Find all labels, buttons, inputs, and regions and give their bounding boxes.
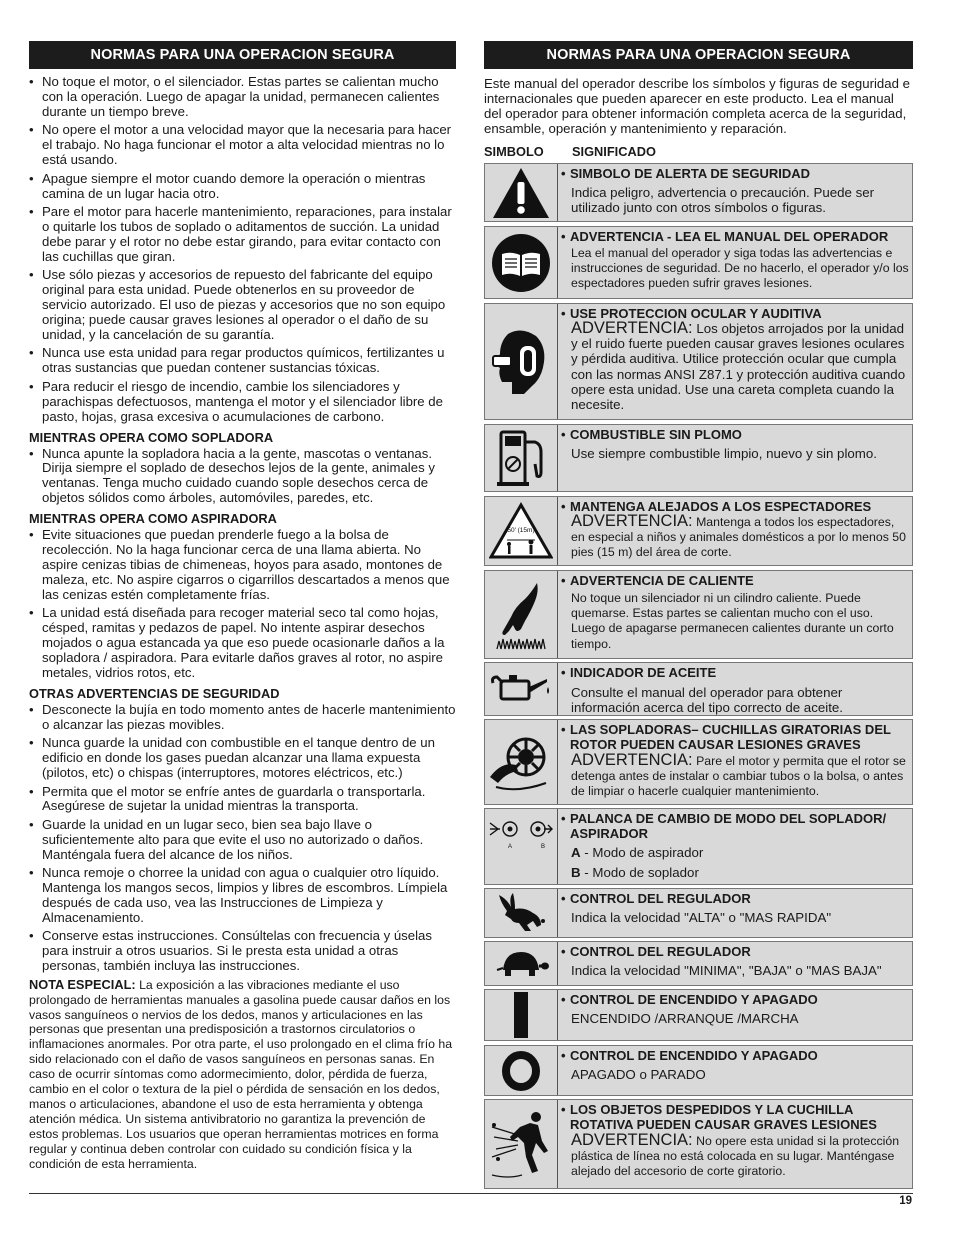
symbol-title: • USE PROTECCION OCULAR Y AUDITIVA: [560, 306, 910, 321]
symbol-row: [484, 888, 913, 938]
symbol-desc: Pare el motor y permita que el rotor se detenga antes de instalar o cambiar tubos o la bolsa, o antes de limpiar o hacerle cualquier mantenimiento.: [571, 754, 906, 799]
symbol-row: [484, 496, 913, 566]
symbol-desc: Los objetos arrojados por la unidad y el ruido fuerte pueden causar graves lesiones oculares y pérdida auditiva. Utilice protección ocular que cumpla con las normas ANSI Z87.1 y protección auditiva cuando opere esta unidad. Use una careta completa cuando la necesite.: [571, 321, 906, 413]
symbol-row: [484, 424, 913, 492]
symbol-row: [484, 163, 913, 222]
symbol-title: • CONTROL DEL REGULADOR: [560, 891, 910, 906]
symbol-desc: Use siempre combustible limpio, nuevo y sin plomo.: [571, 446, 877, 461]
turtle-slow-icon: [485, 942, 558, 985]
advertencia-label: ADVERTENCIA:: [571, 319, 693, 337]
mode-a-text: - Modo de aspirador: [580, 845, 704, 860]
left-header: NORMAS PARA UNA OPERACION SEGURA: [29, 41, 456, 69]
symbol-row: [484, 226, 913, 299]
subheading-other-warnings: OTRAS ADVERTENCIAS DE SEGURIDAD: [29, 685, 280, 701]
special-note-text: La exposición a las vibraciones mediante el uso prolongado de herramientas manuales a gasolina puede causar daños en los vasos sanguíneos o nervios de los dedos, manos y articulaciones en las personas que presentan una predisposición a trastornos circulatorios o inflamaciones anormales. Por otra parte, el uso prolongado en el clima frío ha sido relacionado con el daño de vasos sanguíneos en personas sanas. En caso de ocurrir síntomas como adormecimiento, dolor, pérdida de fuerza, cambio en el color o textura de la piel o pérdida de sensación en los dedos, manos o articulaciones, abandone el uso de esta herramienta y obtenga atención médica. Un sistema antivibratorio no garantiza la prevención de estos problemas. Los usuarios que operan herramientas motrices en forma regular y continua deben controlar con cuidado su condición física y la condición de esta herramienta.: [29, 977, 453, 1171]
symbol-row: [484, 719, 913, 805]
list-item: • Guarde la unidad en un lugar seco, bien sea bajo llave o suficientemente alto para que evite el uso no autorizado o daños. Manténgala fuera del alcance de los niños.: [29, 818, 456, 863]
general-rules-list: [29, 75, 456, 425]
list-item: • Desconecte la bujía en todo momento antes de hacerle mantenimiento o alcanzar las piezas movibles.: [29, 703, 456, 733]
list-item: • Nunca guarde la unidad con combustible en el tanque dentro de un edificio en donde los gases puedan alcanzar una llama expuesta (pilotos, etc) o chispas (interruptores, motores eléctricos, etc.): [29, 736, 456, 781]
symbol-row: [484, 1045, 913, 1096]
rotating-blades-icon: [485, 720, 558, 804]
special-note-label: NOTA ESPECIAL:: [29, 976, 136, 992]
list-item: • No toque el motor, o el silenciador. Estas partes se calientan mucho con la operación. Luego de apagar la unidad, permanecen calientes durante un tiempo breve.: [29, 75, 456, 120]
list-item: • Nunca remoje o chorree la unidad con agua o cualquier otro líquido. Mantenga los mangos secos, limpios y libres de escombros. Límpiela después de cada uso, vea las Instrucciones de Limpieza y Almacenamiento.: [29, 866, 456, 926]
page-number: 19: [899, 1195, 912, 1207]
symbol-title: • INDICADOR DE ACEITE: [560, 665, 910, 680]
symbol-title: • PALANCA DE CAMBIO DE MODO DEL SOPLADOR/ ASPIRADOR: [560, 811, 910, 841]
subheading-blower: MIENTRAS OPERA COMO SOPLADORA: [29, 429, 274, 445]
symbol-row: [484, 808, 913, 885]
symbol-desc: No toque un silenciador ni un cilindro caliente. Puede quemarse. Estas partes se calientan mucho con el uso. Luego de apagarse permanecen calientes durante un corto tiempo.: [571, 591, 894, 651]
advertencia-label: ADVERTENCIA:: [571, 751, 693, 769]
fuel-pump-icon: [485, 425, 558, 491]
symbol-title: • COMBUSTIBLE SIN PLOMO: [560, 427, 910, 442]
column-meaning: SIGNIFICADO: [572, 143, 656, 159]
list-item: • Use sólo piezas y accesorios de repuesto del fabricante del equipo original para esta unidad. Puede obtenerlos en su proveedor de servicio autorizado. El uso de piezas y accesorios que no son equipo origina; puede causar graves lesiones al operador o el daño de su unidad, y la cancelación de su garantía.: [29, 268, 456, 343]
column-symbol: SIMBOLO: [484, 143, 544, 159]
right-column: [484, 41, 913, 1191]
advertencia-label: ADVERTENCIA:: [571, 512, 693, 530]
alert-triangle-icon: [485, 164, 558, 221]
symbol-desc: Lea el manual del operador y siga todas las advertencias e instrucciones de seguridad. De no hacerlo, el operador y/o los espectadores pueden sufrir graves lesiones.: [571, 246, 909, 291]
symbol-desc: ENCENDIDO /ARRANQUE /MARCHA: [571, 1011, 799, 1026]
intro-paragraph: Este manual del operador describe los símbolos y figuras de seguridad e internacionales que pueden aparecer en este producto. Lea el manual del operador para obtener información completa acerca de la seguridad, ensamble, operación y mantenimiento y reparación.: [484, 76, 910, 136]
symbol-table-header: [484, 144, 913, 158]
list-item: • Nunca apunte la sopladora hacia a la gente, mascotas o ventanas. Dirija siempre el soplado de desechos lejos de la gente, animales y ventanas. Tenga mucho cuidado cuando sople desechos cerca de objetos sólidos como árboles, automóviles, paredes, etc.: [29, 447, 456, 507]
eye-ear-protection-icon: [485, 304, 558, 419]
symbol-row: [484, 303, 913, 420]
symbol-row: [484, 662, 913, 716]
other-warnings-list: [29, 703, 456, 974]
keep-bystanders-away-icon: [485, 497, 558, 565]
power-on-icon: [485, 990, 558, 1040]
symbol-desc: Mantenga a todos los espectadores, en especial a niños y animales domésticos a por lo menos 50 pies (15 m) del área de corte.: [571, 515, 906, 560]
footer-divider: [29, 1193, 913, 1194]
mode-a-icon-label: A: [508, 844, 513, 850]
list-item: • Permita que el motor se enfríe antes de guardarla o transportarla. Asegúrese de sujetar la unidad mientras la transporta.: [29, 785, 456, 815]
read-manual-icon: [485, 227, 558, 298]
symbol-title: • LAS SOPLADORAS– CUCHILLAS GIRATORIAS DEL ROTOR PUEDEN CAUSAR LESIONES GRAVES: [560, 722, 910, 752]
mode-b-text: - Modo de soplador: [580, 865, 699, 881]
mode-b-key: B: [571, 865, 581, 881]
blower-rules-list: [29, 447, 456, 507]
list-item: • Para reducir el riesgo de incendio, cambie los silenciadores y parachispas defectuosos, mantenga el motor y el silenciador libre de pasto, hojas, grasa excesiva o acumulaciones de carbono.: [29, 380, 456, 425]
rabbit-fast-icon: [485, 889, 558, 937]
symbol-title: • LOS OBJETOS DESPEDIDOS Y LA CUCHILLA ROTATIVA PUEDEN CAUSAR GRAVES LESIONES: [560, 1102, 910, 1132]
symbol-row: [484, 941, 913, 986]
right-header: NORMAS PARA UNA OPERACION SEGURA: [484, 41, 913, 69]
hot-surface-icon: [485, 571, 558, 658]
distance-label: 50' (15m): [507, 527, 535, 534]
symbol-title: • ADVERTENCIA DE CALIENTE: [560, 573, 910, 588]
list-item: • Nunca use esta unidad para regar productos químicos, fertilizantes u otras sustancias que puedan contener sustancias tóxicas.: [29, 346, 456, 376]
subheading-vacuum: MIENTRAS OPERA COMO ASPIRADORA: [29, 511, 277, 527]
advertencia-label: ADVERTENCIA:: [571, 1131, 693, 1149]
symbol-title: • CONTROL DE ENCENDIDO Y APAGADO: [560, 992, 910, 1007]
symbol-title: • CONTROL DE ENCENDIDO Y APAGADO: [560, 1048, 910, 1063]
symbol-desc: No opere esta unidad si la protección plástica de línea no está colocada en su lugar. Manténgase alejado del accesorio de corte giratorio.: [571, 1134, 900, 1179]
list-item: • La unidad está diseñada para recoger material seco tal como hojas, césped, ramitas y pedazos de papel. No intente aspirar desechos mojados o agua estancada ya que eso puede ocasionarle daños a la sopladora / aspiradora. Para evitarle daños graves al rotor, no aspire metales, vidrios rotos, etc.: [29, 606, 456, 681]
symbol-desc: APAGADO o PARADO: [571, 1067, 706, 1082]
symbol-desc: Indica peligro, advertencia o precaución. Puede ser utilizado junto con otros símbolos o figuras.: [571, 185, 875, 216]
power-off-icon: [485, 1046, 558, 1095]
symbol-row: [484, 1099, 913, 1189]
symbol-desc: Consulte el manual del operador para obtener información acerca del tipo correcto de aceite.: [571, 685, 843, 716]
symbol-title: • MANTENGA ALEJADOS A LOS ESPECTADORES: [560, 499, 910, 514]
oil-can-icon: [485, 663, 558, 715]
list-item: • Apague siempre el motor cuando demore la operación o mientras camina de un lugar hacia otro.: [29, 172, 456, 202]
symbol-title: • CONTROL DEL REGULADOR: [560, 944, 910, 959]
symbol-desc: Indica la velocidad "ALTA" o "MAS RAPIDA": [571, 910, 832, 925]
vacuum-rules-list: [29, 528, 456, 681]
symbol-desc: Indica la velocidad "MINIMA", "BAJA" o "MAS BAJA": [571, 963, 882, 978]
mode-b-icon-label: B: [541, 844, 546, 850]
list-item: • Conserve estas instrucciones. Consúltelas con frecuencia y úselas para instruir a otros usuarios. Si le presta esta unidad a otras personas, también incluya las instrucciones.: [29, 929, 456, 974]
list-item: • No opere el motor a una velocidad mayor que la necesaria para hacer el trabajo. No haga funcionar el motor a alta velocidad mientras no lo está usando.: [29, 123, 456, 168]
thrown-objects-icon: [485, 1100, 558, 1188]
mode-a-key: A: [571, 845, 581, 860]
symbol-title: • SIMBOLO DE ALERTA DE SEGURIDAD: [560, 166, 910, 181]
left-column: [29, 41, 456, 1172]
special-note: [29, 978, 456, 1172]
symbol-row: [484, 570, 913, 659]
symbol-row: [484, 989, 913, 1041]
list-item: • Evite situaciones que puedan prenderle fuego a la bolsa de recolección. No la haga funcionar cerca de una llama abierta. No aspire cenizas tibias de chimeneas, hoyos para asado, montones de maleza, etc. No aspire cigarros o cigarrillos descartados a menos que las cenizas estén completamente frías.: [29, 528, 456, 603]
mode-lever-icon: [485, 809, 558, 884]
list-item: • Pare el motor para hacerle mantenimiento, reparaciones, para instalar o quitarle los tubos de soplado o aditamentos de succión. La unidad debe parar y el rotor no debe estar girando, para evitar contacto con las cuchillas que giran.: [29, 205, 456, 265]
symbol-title: • ADVERTENCIA - LEA EL MANUAL DEL OPERADOR: [560, 229, 910, 244]
